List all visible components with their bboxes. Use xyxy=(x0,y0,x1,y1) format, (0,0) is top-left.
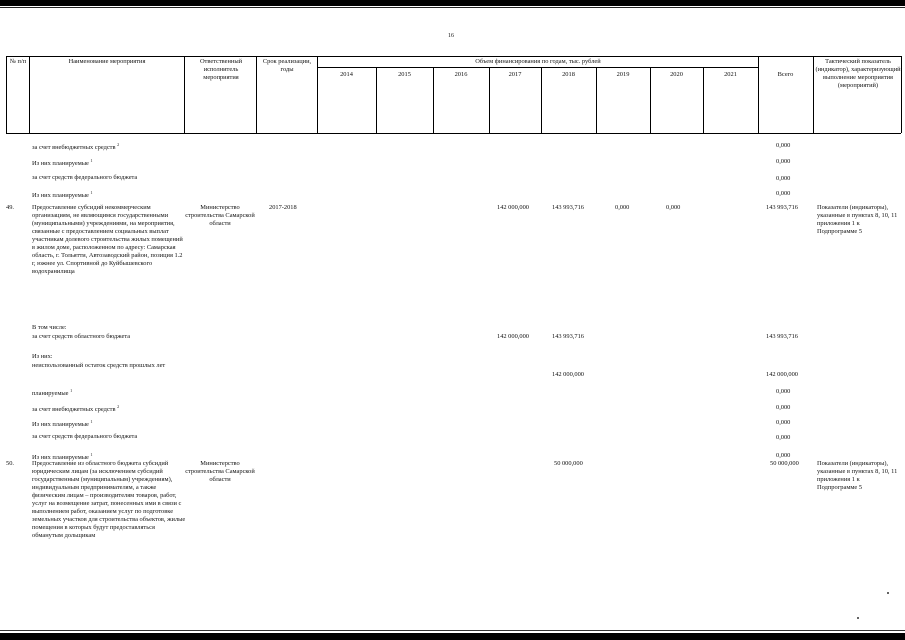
row-total: 0,000 xyxy=(776,190,791,197)
col-line xyxy=(29,56,30,133)
col-line xyxy=(256,56,257,133)
item-number: 50. xyxy=(6,460,14,467)
row-label: за счет внебюджетных средств $^2$ xyxy=(32,142,120,152)
row-total: 0,000 xyxy=(776,158,791,165)
header-year: 2020 xyxy=(670,71,683,78)
col-line xyxy=(317,56,318,133)
regional-label: за счет средств областного бюджета xyxy=(32,333,131,340)
planned-total: 0,000 xyxy=(776,388,791,395)
regional-total: 143 993,716 xyxy=(766,333,798,340)
item-2017: 142 000,000 xyxy=(497,204,529,211)
item-name: Предоставление субсидий некоммерческим организациям, не являющимся государственными (муниципальными) учреждениями, на мероприятия, связанные с предоставлением социальных выплат участникам долевого строительства жилых помещений в жилом доме, расположенном по адресу: Самарская область, г. Тольятти, Автозаводский район, позиция 1.2 г, южнее ул. Спортивной до Куйбышевского водохранилища xyxy=(32,204,183,275)
extra-planned-total: 0,000 xyxy=(776,419,791,426)
row-label: Из них планируемые $^1$ xyxy=(32,158,93,168)
col-line xyxy=(901,56,902,133)
unused-total: 142 000,000 xyxy=(766,371,798,378)
header-num: № п/п xyxy=(9,58,27,65)
scan-border-top-line xyxy=(0,7,905,8)
scan-speck xyxy=(857,617,859,619)
item-indicator: Показатели (индикаторы), указанные в пунктах 8, 10, 11 приложения 1 к Подпрограмме 5 xyxy=(817,204,898,235)
unused-2018: 142 000,000 xyxy=(552,371,584,378)
item-indicator: Показатели (индикаторы), указанные в пунктах 8, 10, 11 приложения 1 к Подпрограмме 5 xyxy=(817,460,898,491)
federal-total: 0,000 xyxy=(776,434,791,441)
item-2018: 50 000,000 xyxy=(554,460,583,467)
extra-total: 0,000 xyxy=(776,404,791,411)
header-bottom-border xyxy=(6,133,901,134)
row-total: 0,000 xyxy=(776,175,791,182)
planned-label: планируемые $^1$ xyxy=(32,388,73,398)
col-line xyxy=(758,56,759,133)
header-year: 2016 xyxy=(454,71,468,78)
unused-label: неиспользованный остаток средств прошлых лет xyxy=(32,362,166,369)
item-2020: 0,000 xyxy=(666,204,681,211)
included-label: В том числе: xyxy=(32,324,67,331)
col-line xyxy=(813,56,814,133)
item-total: 143 993,716 xyxy=(766,204,798,211)
item-total: 50 000,000 xyxy=(770,460,799,467)
header-year-total: Всего xyxy=(777,71,794,78)
header-indicator: Тактический показатель (индикатор), характеризующий выполнение мероприятия (мероприятий) xyxy=(815,58,901,89)
item-period: 2017-2018 xyxy=(269,204,297,211)
row-label: Из них планируемые $^1$ xyxy=(32,190,93,200)
row-label: за счет средств федерального бюджета xyxy=(32,174,138,181)
scan-border-bottom-line xyxy=(0,630,905,631)
regional-2017: 142 000,000 xyxy=(497,333,529,340)
header-year: 2019 xyxy=(616,71,630,78)
header-year: 2018 xyxy=(562,71,575,78)
scan-border-bottom xyxy=(0,633,905,640)
header-period: Срок реализации, годы xyxy=(262,58,312,73)
extra-planned-label: Из них планируемые $^1$ xyxy=(32,419,93,429)
of-them-label: Из них: xyxy=(32,353,53,360)
col-line xyxy=(184,56,185,133)
header-executor: Ответственный исполнитель мероприятия xyxy=(199,58,243,81)
scan-border-top xyxy=(0,0,905,6)
page-number: 16 xyxy=(448,33,454,39)
row-total: 0,000 xyxy=(776,142,791,149)
item-executor: Министерство строительства Самарской области xyxy=(185,204,255,227)
regional-2018: 143 993,716 xyxy=(552,333,584,340)
header-financing: Объем финансирования по годам, тыс. рублей xyxy=(475,58,601,65)
header-year: 2021 xyxy=(724,71,737,78)
federal-label: за счет средств федерального бюджета xyxy=(32,433,138,440)
header-year: 2015 xyxy=(398,71,411,78)
financing-subheader-line xyxy=(317,67,758,68)
item-2018: 143 993,716 xyxy=(552,204,584,211)
item-executor: Министерство строительства Самарской области xyxy=(185,460,255,483)
header-name: Наименование мероприятия xyxy=(68,58,146,65)
item-2019: 0,000 xyxy=(615,204,630,211)
col-line xyxy=(6,56,7,133)
header-year: 2014 xyxy=(340,71,353,78)
federal-planned-total: 0,000 xyxy=(776,452,791,459)
item-number: 49. xyxy=(6,204,14,211)
item-name: Предоставление из областного бюджета субсидий юридическим лицам (за исключением субсидий государственным (муниципальным) учреждениям), индивидуальным предпринимателям, а также физическим лицам – производителям товаров, работ, услуг на возмещение затрат, понесенных ими в связи с выполнением работ, оказанием услуг по подготовке земельных участков для строительства объектов, жилые помещения в которых будут предоставляться обманутым дольщикам xyxy=(32,460,186,539)
scan-speck xyxy=(887,592,889,594)
federal-planned-label: Из них планируемые $^1$ xyxy=(32,452,93,462)
header-top-border xyxy=(6,56,901,57)
header-year: 2017 xyxy=(508,71,522,78)
extra-label: за счет внебюджетных средств $^2$ xyxy=(32,404,120,414)
